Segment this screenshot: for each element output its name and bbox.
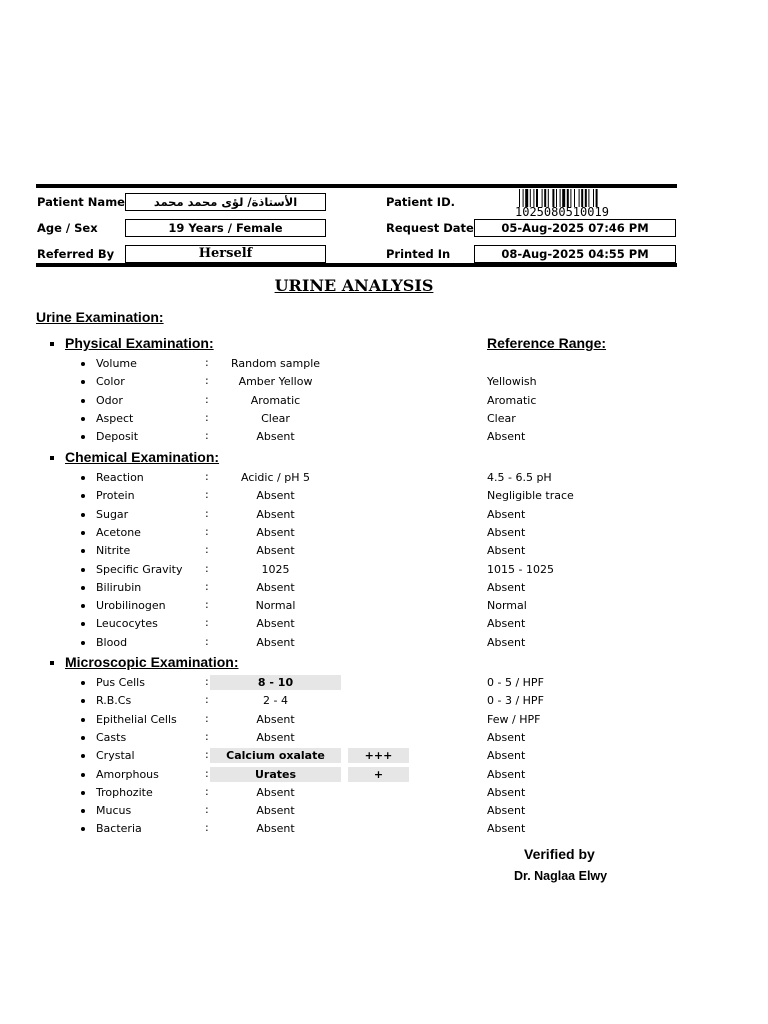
test-result: Absent [256, 430, 295, 444]
report-title: URINE ANALYSIS [274, 276, 434, 295]
colon-separator: : [205, 356, 209, 369]
test-name: Color [96, 375, 125, 389]
request-date-value: 05-Aug-2025 07:46 PM [474, 219, 676, 237]
reference-range: Yellowish [487, 375, 537, 389]
test-name: Reaction [96, 471, 144, 484]
colon-separator: : [205, 561, 209, 575]
table-row [0, 729, 768, 747]
request-date-label: Request Date [386, 221, 474, 235]
test-name: Leucocytes [96, 617, 158, 631]
test-name: Volume [96, 357, 137, 370]
table-row [0, 692, 768, 710]
bullet-dot-icon [81, 586, 85, 590]
bullet-dot-icon [81, 736, 85, 740]
colon-separator: : [205, 579, 209, 593]
test-name: R.B.Cs [96, 694, 132, 708]
reference-range: Absent [487, 580, 526, 594]
reference-range: 4.5 - 6.5 pH [487, 471, 552, 484]
chemical-bullet [50, 456, 54, 460]
age-sex-value: 19 Years / Female [125, 219, 326, 237]
test-name: Crystal [96, 749, 135, 763]
bullet-dot-icon [81, 549, 85, 553]
patient-name-label: Patient Name [37, 195, 125, 209]
colon-separator: : [205, 821, 209, 835]
test-name: Bacteria [96, 822, 142, 836]
referred-by-value: Herself [125, 245, 326, 263]
doctor-name: Dr. Naglaa Elwy [514, 869, 608, 883]
test-result: Normal [255, 599, 296, 613]
reference-range: Aromatic [487, 393, 537, 407]
table-row [0, 410, 768, 428]
table-row [0, 747, 768, 765]
test-result: 8 - 10 [210, 675, 341, 690]
bullet-dot-icon [81, 417, 85, 421]
bullet-dot-icon [81, 531, 85, 535]
test-result: Clear [261, 411, 290, 425]
age-sex-label: Age / Sex [37, 221, 98, 235]
test-name: Protein [96, 489, 135, 503]
bullet-dot-icon [81, 641, 85, 645]
bullet-dot-icon [81, 435, 85, 439]
colon-separator: : [205, 711, 209, 725]
table-row [0, 355, 768, 373]
table-row [0, 392, 768, 410]
reference-range: Few / HPF [487, 712, 541, 726]
colon-separator: : [205, 784, 209, 798]
patient-id-label: Patient ID. [386, 195, 455, 209]
table-row [0, 506, 768, 524]
reference-range: 1015 - 1025 [487, 562, 554, 576]
reference-range: Absent [487, 767, 526, 781]
colon-separator: : [205, 693, 209, 707]
test-result: Absent [256, 712, 295, 726]
test-name: Blood [96, 635, 128, 649]
bullet-dot-icon [81, 699, 85, 703]
colon-separator: : [205, 543, 209, 557]
bullet-dot-icon [81, 568, 85, 572]
reference-range: Negligible trace [487, 489, 574, 503]
test-name: Amorphous [96, 767, 159, 781]
microscopic-title: Microscopic Examination: [65, 654, 239, 670]
bullet-dot-icon [81, 622, 85, 626]
table-row [0, 428, 768, 446]
colon-separator: : [205, 675, 209, 688]
table-row [0, 579, 768, 597]
bullet-dot-icon [81, 399, 85, 403]
reference-range: Absent [487, 544, 526, 558]
printed-in-value: 08-Aug-2025 04:55 PM [474, 245, 676, 263]
table-row [0, 542, 768, 560]
colon-separator: : [205, 616, 209, 630]
reference-range: Absent [487, 804, 526, 818]
reference-range: Absent [487, 507, 526, 521]
test-result: Absent [256, 804, 295, 818]
table-row [0, 524, 768, 542]
test-name: Epithelial Cells [96, 712, 177, 726]
chemical-title: Chemical Examination: [65, 449, 220, 465]
test-name: Pus Cells [96, 676, 145, 689]
colon-separator: : [205, 429, 209, 443]
bullet-dot-icon [81, 754, 85, 758]
test-result: 2 - 4 [263, 694, 288, 708]
reference-range-heading: Reference Range: [487, 335, 607, 351]
test-result: Absent [256, 785, 295, 799]
test-result: Absent [256, 822, 295, 836]
colon-separator: : [205, 470, 209, 483]
table-row [0, 487, 768, 505]
microscopic-bullet [50, 661, 54, 665]
bullet-dot-icon [81, 773, 85, 777]
test-name: Aspect [96, 411, 134, 425]
reference-range: Normal [487, 599, 527, 613]
test-name: Mucus [96, 804, 132, 818]
bullet-dot-icon [81, 809, 85, 813]
colon-separator: : [205, 803, 209, 817]
test-result: Random sample [230, 357, 321, 370]
table-row [0, 802, 768, 820]
reference-range: Absent [487, 430, 526, 444]
reference-range: 0 - 5 / HPF [487, 676, 544, 689]
test-name: Odor [96, 393, 123, 407]
referred-by-label: Referred By [37, 247, 115, 261]
colon-separator: : [205, 524, 209, 538]
table-row [0, 674, 768, 692]
colon-separator: : [205, 634, 209, 648]
reference-range: Clear [487, 411, 516, 425]
test-result: Absent [256, 507, 295, 521]
test-name: Bilirubin [96, 580, 142, 594]
bullet-dot-icon [81, 380, 85, 384]
test-result: Absent [256, 617, 295, 631]
test-name: Urobilinogen [96, 599, 166, 613]
bullet-dot-icon [81, 362, 85, 366]
test-name: Sugar [96, 507, 129, 521]
colon-separator: : [205, 729, 209, 743]
test-grade: +++ [348, 748, 409, 763]
test-name: Specific Gravity [96, 562, 183, 576]
printed-in-label: Printed In [386, 247, 451, 261]
test-result: Calcium oxalate [210, 748, 341, 763]
test-result: 1025 [261, 562, 290, 576]
table-row [0, 615, 768, 633]
table-row [0, 597, 768, 615]
table-row [0, 784, 768, 802]
test-result: Acidic / pH 5 [241, 471, 310, 484]
colon-separator: : [205, 748, 209, 762]
physical-bullet [50, 342, 54, 346]
test-name: Acetone [96, 525, 141, 539]
test-grade: + [348, 767, 409, 782]
colon-separator: : [205, 392, 209, 406]
patient-name-value: الأستاذة/ لؤى محمد محمد [125, 193, 326, 211]
table-row [0, 469, 768, 487]
bullet-dot-icon [81, 604, 85, 608]
test-result: Absent [256, 544, 295, 558]
header-bottom-rule [36, 263, 677, 267]
section-title: Urine Examination: [36, 309, 164, 325]
colon-separator: : [205, 374, 209, 388]
test-result: Absent [256, 525, 295, 539]
table-row [0, 711, 768, 729]
reference-range: Absent [487, 749, 526, 763]
bullet-dot-icon [81, 476, 85, 480]
test-name: Nitrite [96, 544, 131, 558]
patient-id-number: 1025080510019 [515, 205, 609, 219]
bullet-dot-icon [81, 494, 85, 498]
bullet-dot-icon [81, 718, 85, 722]
test-name: Trophozite [96, 785, 153, 799]
bullet-dot-icon [81, 513, 85, 517]
table-row [0, 561, 768, 579]
reference-range: Absent [487, 635, 526, 649]
reference-range: Absent [487, 730, 526, 744]
table-row [0, 634, 768, 652]
table-row [0, 820, 768, 838]
test-result: Urates [210, 767, 341, 782]
reference-range: Absent [487, 617, 526, 631]
reference-range: 0 - 3 / HPF [487, 694, 544, 708]
test-name: Deposit [96, 430, 139, 444]
bullet-dot-icon [81, 791, 85, 795]
bullet-dot-icon [81, 681, 85, 685]
test-name: Casts [96, 730, 127, 744]
reference-range: Absent [487, 525, 526, 539]
verified-by-label: Verified by [524, 846, 595, 862]
test-result: Absent [256, 635, 295, 649]
reference-range: Absent [487, 785, 526, 799]
table-row [0, 373, 768, 391]
colon-separator: : [205, 410, 209, 424]
colon-separator: : [205, 598, 209, 612]
colon-separator: : [205, 506, 209, 520]
physical-title: Physical Examination: [65, 335, 214, 351]
colon-separator: : [205, 766, 209, 780]
bullet-dot-icon [81, 827, 85, 831]
test-result: Absent [256, 730, 295, 744]
header-top-rule [36, 184, 677, 188]
test-result: Absent [256, 489, 295, 503]
table-row [0, 766, 768, 784]
reference-range: Absent [487, 822, 526, 836]
test-result: Amber Yellow [238, 375, 313, 389]
colon-separator: : [205, 488, 209, 502]
test-result: Aromatic [250, 393, 301, 407]
test-result: Absent [256, 580, 295, 594]
